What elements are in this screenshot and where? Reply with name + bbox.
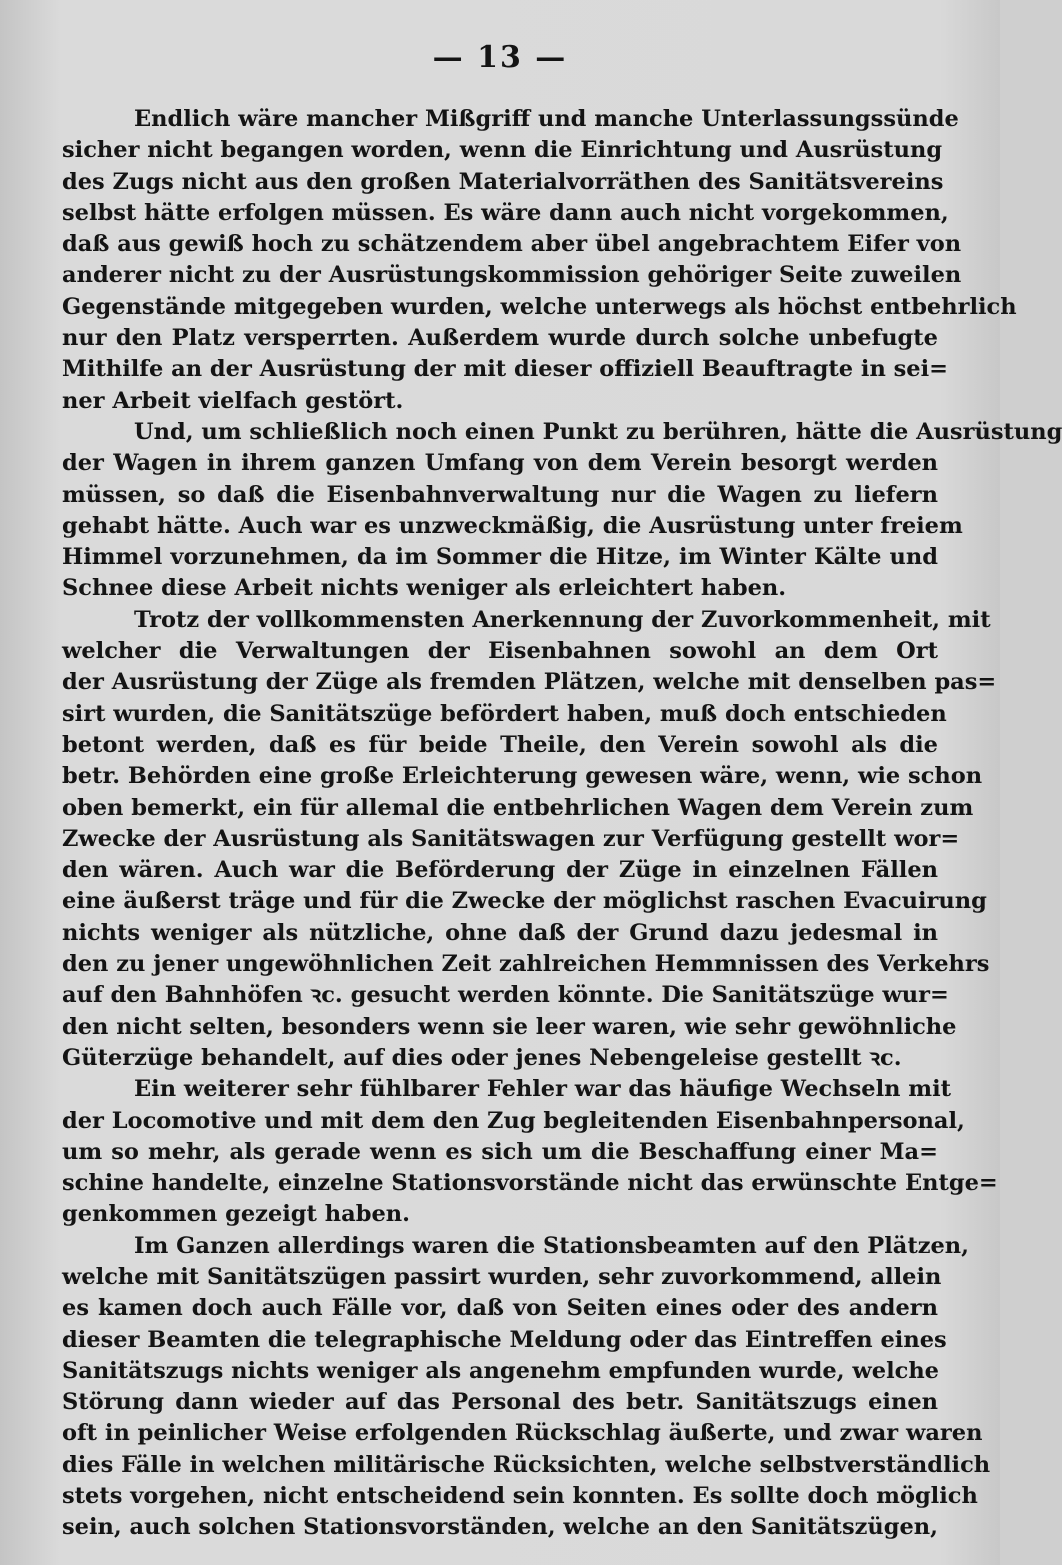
text-line: Und, um schließlich noch einen Punkt zu berühren, hätte die Ausrüstung	[134, 418, 1062, 445]
text-line: der Ausrüstung der Züge als fremden Plätzen, welche mit denselben pas=	[62, 669, 997, 696]
text-line: genkommen gezeigt haben.	[62, 1201, 410, 1228]
text-line: es kamen doch auch Fälle vor, daß von Seiten eines oder des andern	[62, 1295, 938, 1322]
text-line: um so mehr, als gerade wenn es sich um die Beschaffung einer Ma=	[62, 1138, 938, 1165]
text-line: Himmel vorzunehmen, da im Sommer die Hitze, im Winter Kälte und	[62, 544, 938, 571]
text-line: den nicht selten, besonders wenn sie leer waren, wie sehr gewöhnliche	[62, 1013, 957, 1040]
text-line: Mithilfe an der Ausrüstung der mit dieser offiziell Beauftragte in sei=	[62, 356, 949, 383]
text-line: oft in peinlicher Weise erfolgenden Rückschlag äußerte, und zwar waren	[62, 1420, 983, 1447]
body-text	[62, 104, 1062, 1544]
text-line: selbst hätte erfolgen müssen. Es wäre dann auch nicht vorgekommen,	[62, 199, 949, 226]
text-line: Schnee diese Arbeit nichts weniger als erleichtert haben.	[62, 575, 787, 602]
text-line: anderer nicht zu der Ausrüstungskommission gehöriger Seite zuweilen	[62, 262, 962, 289]
text-line: nur den Platz versperrten. Außerdem wurde durch solche unbefugte	[62, 325, 938, 352]
text-line: der Wagen in ihrem ganzen Umfang von dem Verein besorgt werden	[62, 450, 938, 477]
text-line: stets vorgehen, nicht entscheidend sein konnten. Es sollte doch möglich	[62, 1483, 978, 1510]
text-line: Endlich wäre mancher Mißgriff und manche Unterlassungssünde	[134, 106, 959, 132]
text-line: dieser Beamten die telegraphische Meldung oder das Eintreffen eines	[62, 1326, 947, 1353]
text-line: daß aus gewiß hoch zu schätzendem aber übel angebrachtem Eifer von	[62, 231, 962, 258]
text-line: Trotz der vollkommensten Anerkennung der Zuvorkommenheit, mit	[134, 606, 991, 633]
text-line: der Locomotive und mit dem den Zug begleitenden Eisenbahnpersonal,	[62, 1107, 965, 1134]
text-line: des Zugs nicht aus den großen Materialvorräthen des Sanitätsvereins	[62, 168, 944, 195]
text-line: Sanitätszugs nichts weniger als angenehm empfunden wurde, welche	[62, 1357, 939, 1384]
text-line: sein, auch solchen Stationsvorständen, welche an den Sanitätszügen,	[62, 1514, 938, 1541]
text-line: den wären. Auch war die Beförderung der Züge in einzelnen Fällen	[62, 857, 938, 884]
text-line: müssen, so daß die Eisenbahnverwaltung nur die Wagen zu liefern	[62, 481, 938, 508]
text-line: schine handelte, einzelne Stationsvorstände nicht das erwünschte Entge=	[62, 1170, 998, 1197]
text-line: sirt wurden, die Sanitätszüge befördert haben, muß doch entschieden	[62, 700, 947, 727]
text-line: Im Ganzen allerdings waren die Stationsbeamten auf den Plätzen,	[134, 1232, 969, 1259]
text-line: sicher nicht begangen worden, wenn die Einrichtung und Ausrüstung	[62, 137, 943, 164]
text-line: den zu jener ungewöhnlichen Zeit zahlreichen Hemmnissen des Verkehrs	[62, 951, 990, 978]
text-line: Güterzüge behandelt, auf dies oder jenes Nebengeleise gestellt ꝛc.	[62, 1044, 902, 1071]
text-line: oben bemerkt, ein für allemal die entbehrlichen Wagen dem Verein zum	[62, 794, 974, 821]
text-line: Ein weiterer sehr fühlbarer Fehler war das häufige Wechseln mit	[134, 1076, 952, 1103]
page-number: — 13 —	[432, 40, 568, 75]
text-line: nichts weniger als nützliche, ohne daß der Grund dazu jedesmal in	[62, 919, 938, 946]
text-line: welcher die Verwaltungen der Eisenbahnen sowohl an dem Ort	[62, 638, 938, 665]
text-line: betr. Behörden eine große Erleichterung gewesen wäre, wenn, wie schon	[62, 763, 983, 790]
text-line: Gegenstände mitgegeben wurden, welche unterwegs als höchst entbehrlich	[62, 293, 1017, 320]
text-line: betont werden, daß es für beide Theile, den Verein sowohl als die	[62, 731, 938, 758]
text-line: eine äußerst träge und für die Zwecke der möglichst raschen Evacuirung	[62, 888, 987, 915]
text-line: gehabt hätte. Auch war es unzweckmäßig, die Ausrüstung unter freiem	[62, 512, 963, 539]
text-line: Zwecke der Ausrüstung als Sanitätswagen zur Verfügung gestellt wor=	[62, 825, 960, 852]
text-line: Störung dann wieder auf das Personal des betr. Sanitätszugs einen	[62, 1389, 938, 1416]
text-line: dies Fälle in welchen militärische Rücksichten, welche selbstverständlich	[62, 1451, 991, 1478]
text-line: welche mit Sanitätszügen passirt wurden, sehr zuvorkommend, allein	[62, 1263, 942, 1290]
text-line: ner Arbeit vielfach gestört.	[62, 387, 404, 414]
text-line: auf den Bahnhöfen ꝛc. gesucht werden könnte. Die Sanitätszüge wur=	[62, 982, 949, 1009]
